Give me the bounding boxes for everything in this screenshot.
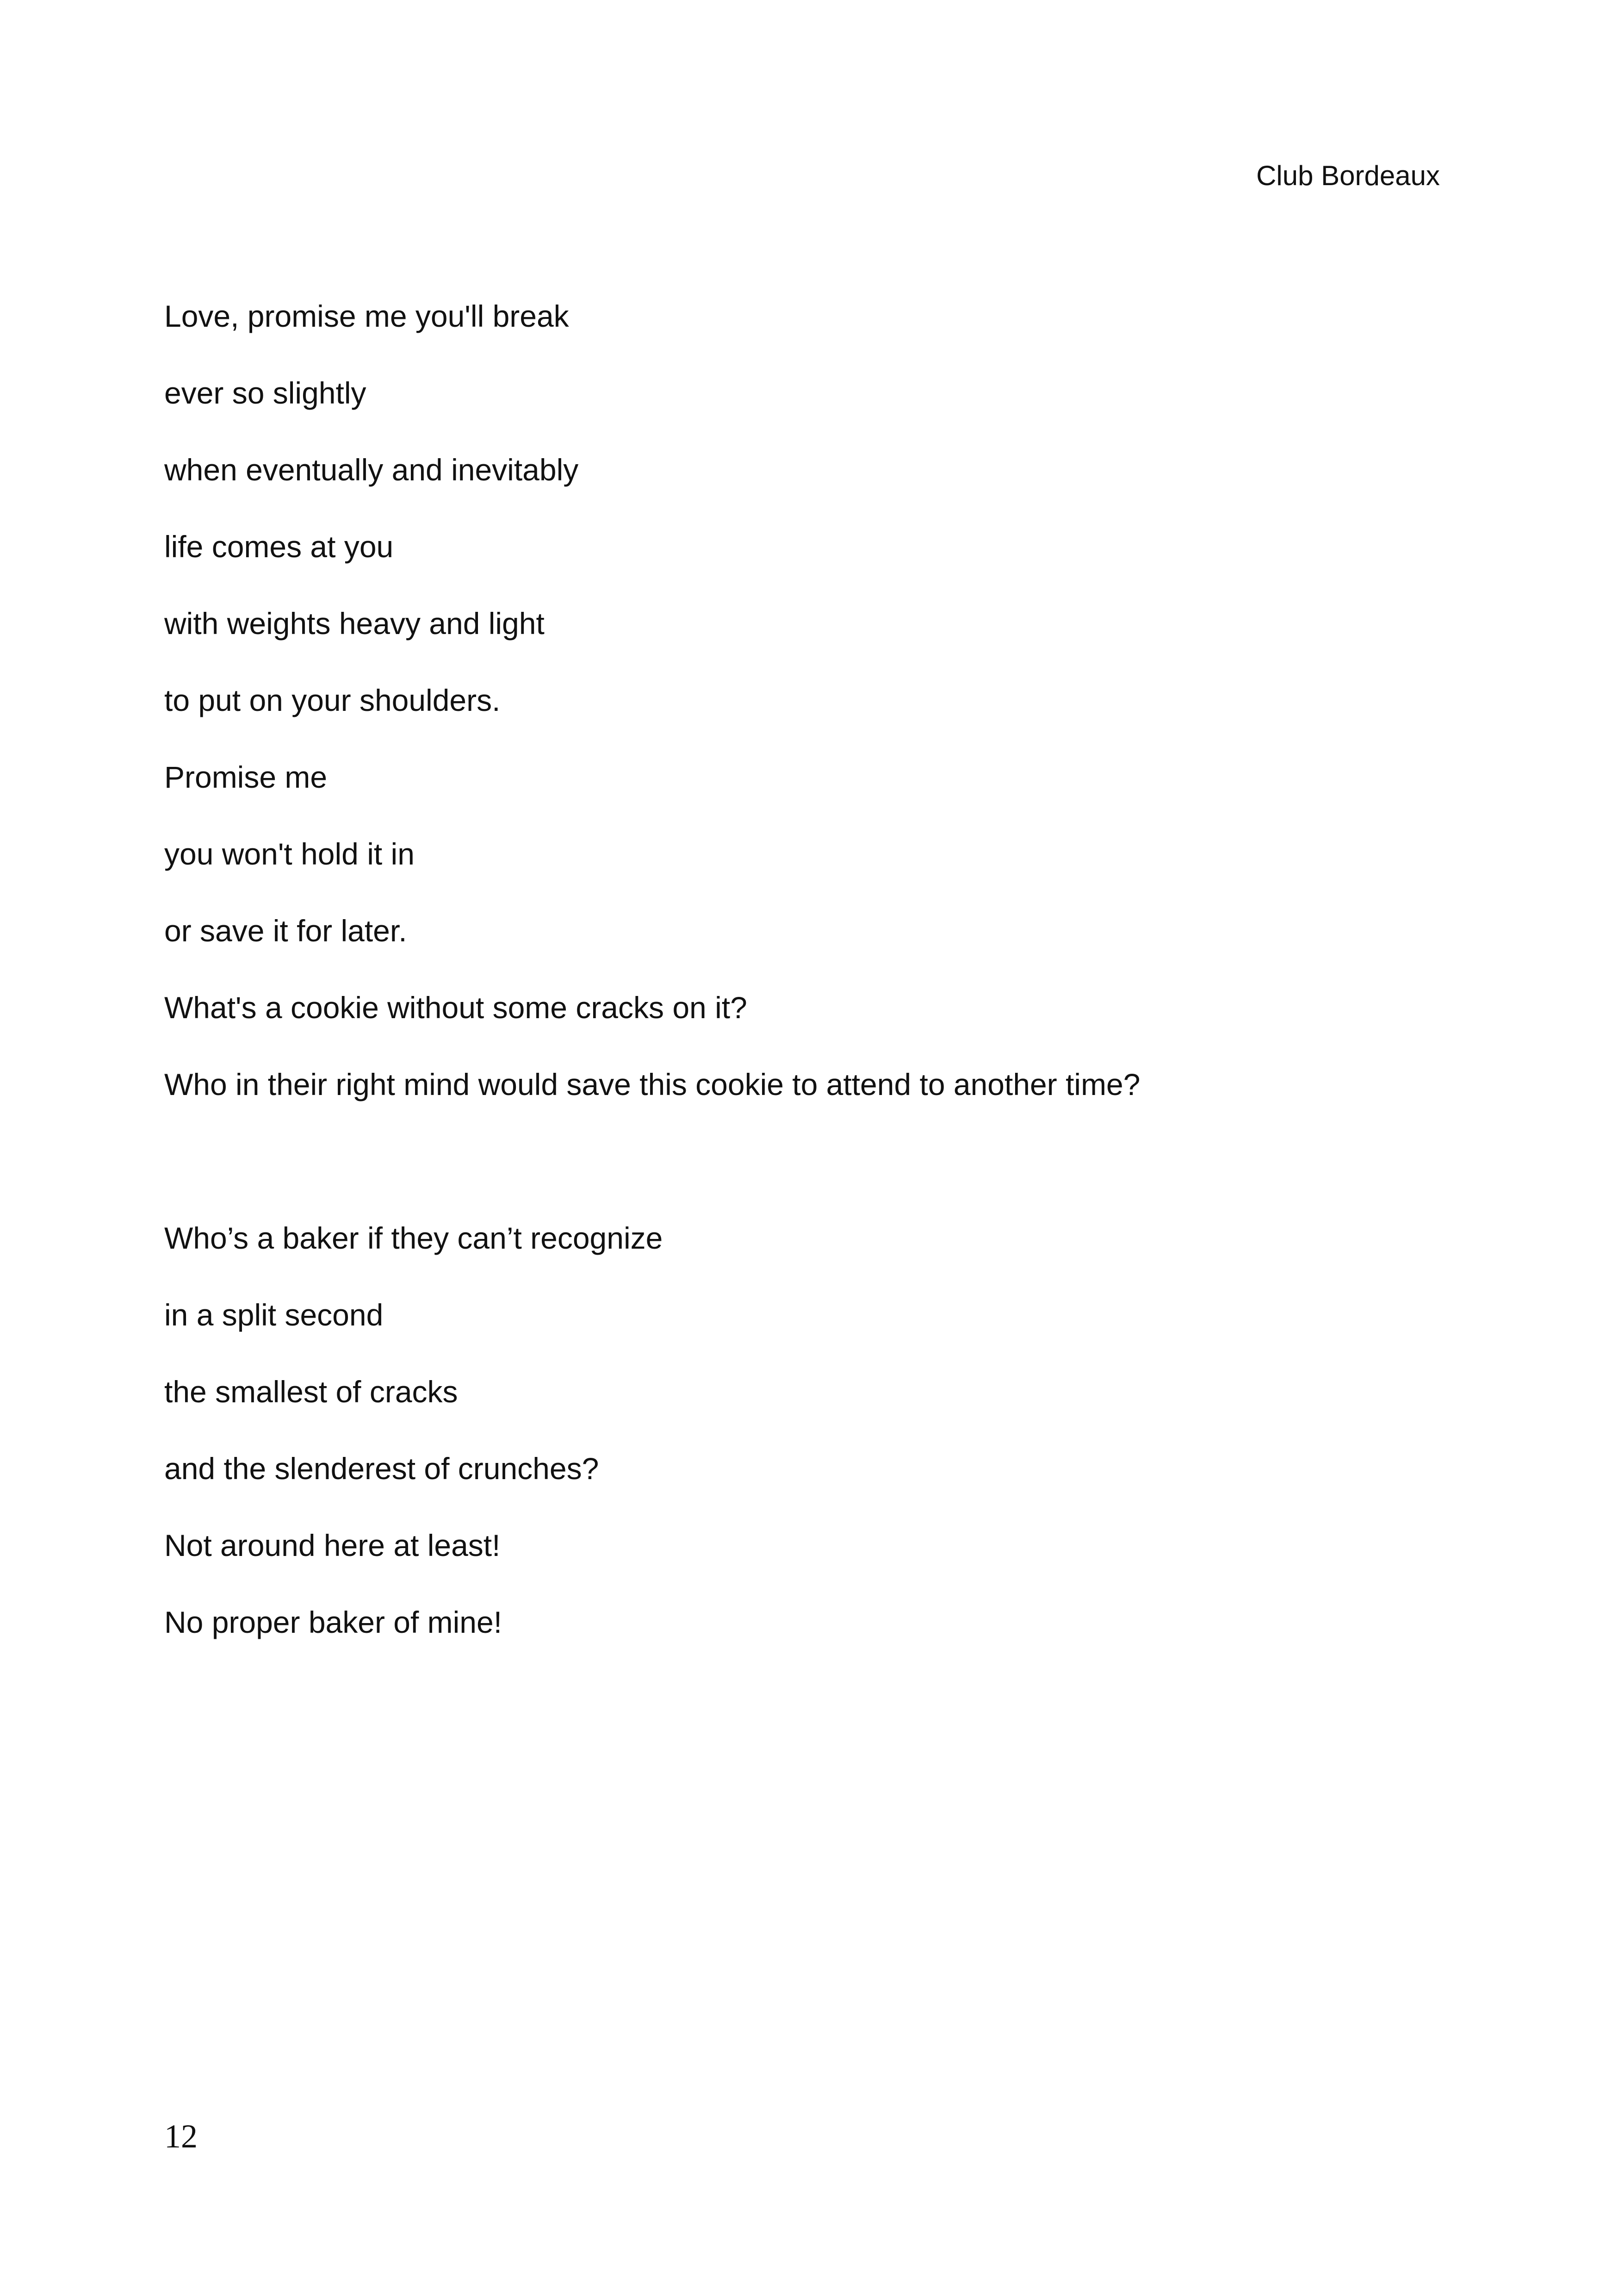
poem-line: you won't hold it in [164,837,415,871]
page-number: 12 [164,2118,198,2155]
poem-line: to put on your shoulders. [164,683,501,717]
poem-line: Who in their right mind would save this cookie to attend to another time? [164,1067,1141,1101]
poem-line: No proper baker of mine! [164,1605,502,1639]
poem-line: the smallest of cracks [164,1375,458,1409]
poem-line: with weights heavy and light [164,606,545,641]
stanza-2 [164,1200,1506,1661]
running-header: Club Bordeaux [1256,160,1440,191]
poem-line: Who’s a baker if they can’t recognize [164,1221,663,1255]
poem-line: What's a cookie without some cracks on it? [164,990,747,1025]
poem-line: ever so slightly [164,376,366,410]
poem-line: Promise me [164,760,328,794]
poem-line: Love, promise me you'll break [164,299,569,333]
poem-body [164,278,1506,1661]
poem-line: when eventually and inevitably [164,453,579,487]
poem-line: Not around here at least! [164,1528,501,1562]
poem-line: in a split second [164,1298,384,1332]
stanza-1 [164,278,1506,1123]
poem-line: or save it for later. [164,914,407,948]
poem-line: life comes at you [164,529,394,564]
poem-line: and the slenderest of crunches? [164,1451,599,1486]
